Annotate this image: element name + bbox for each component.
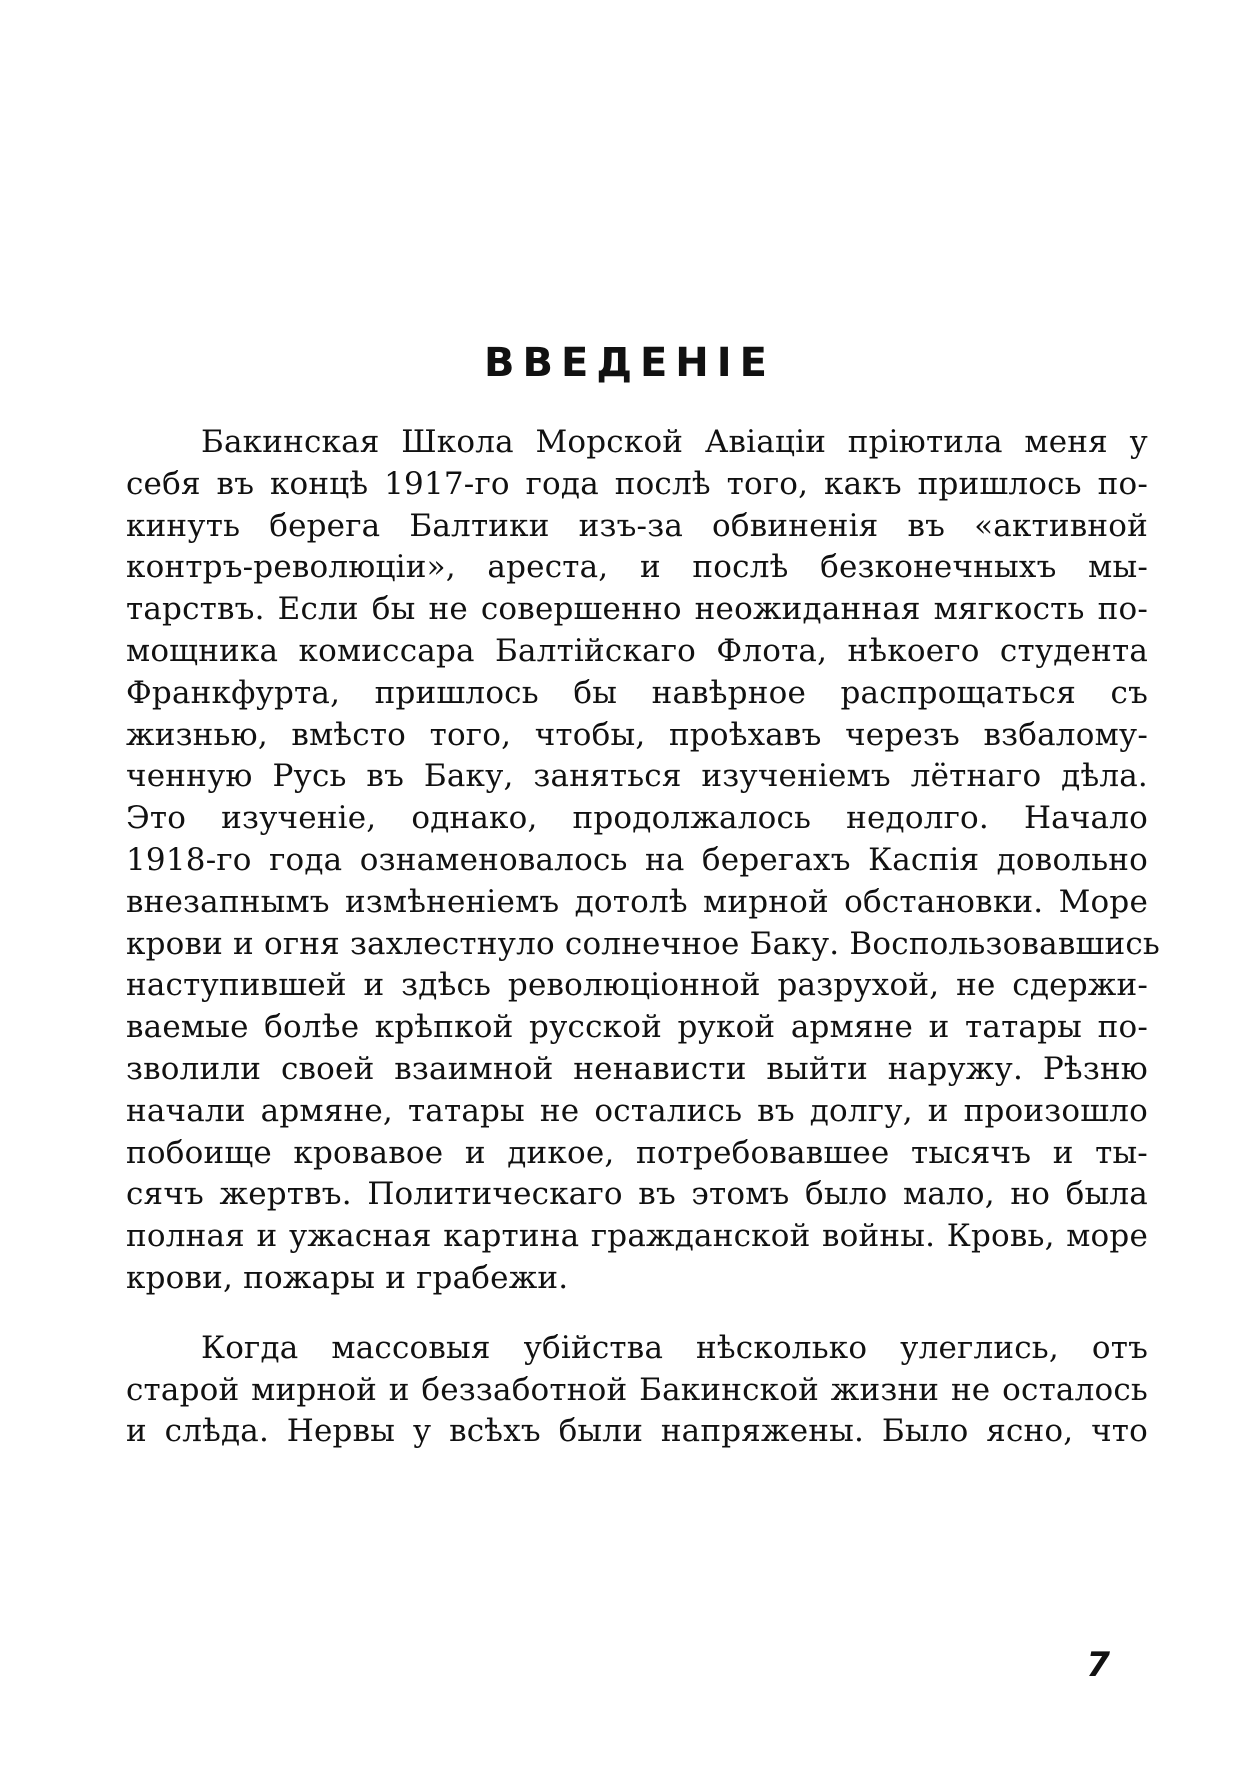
text-line: и слѣда. Нервы у всѣхъ были напряжены. Было ясно, что <box>126 1413 1148 1450</box>
text-line: крови, пожары и грабежи. <box>126 1259 569 1296</box>
text-line: старой мирной и беззаботной Бакинской жизни не осталось <box>126 1371 1148 1408</box>
text-line: наступившей и здѣсь революціонной разрухой, не сдержи- <box>126 967 1148 1004</box>
text-line: 1918-го года ознаменовалось на берегахъ Каспія довольно <box>126 841 1148 878</box>
text-line: себя въ концѣ 1917-го года послѣ того, какъ пришлось по- <box>126 465 1148 502</box>
paragraph-gap <box>126 1300 1148 1328</box>
text-line: крови и огня захлестнуло солнечное Баку. Воспользовавшись <box>126 925 1160 962</box>
page-number: 7 <box>1086 1645 1110 1685</box>
text-line: кинуть берега Балтики изъ-за обвиненія въ «активной <box>126 507 1148 544</box>
text-line: тарствъ. Если бы не совершенно неожиданная мягкость по- <box>126 591 1148 628</box>
text-line: начали армяне, татары не остались въ долгу, и произошло <box>126 1092 1148 1129</box>
paragraph-2 <box>126 1328 1148 1453</box>
text-line: ваемые болѣе крѣпкой русской рукой армяне и татары по- <box>126 1009 1148 1046</box>
text-line: контръ-революціи», ареста, и послѣ безконечныхъ мы- <box>126 549 1148 586</box>
text-line: побоище кровавое и дикое, потребовавшее тысячъ и ты- <box>126 1134 1148 1171</box>
paragraph-1 <box>126 422 1160 1300</box>
text-line: Франкфурта, пришлось бы навѣрное распрощаться съ <box>126 674 1148 711</box>
body-text <box>126 422 1160 1453</box>
text-line: внезапнымъ измѣненіемъ дотолѣ мирной обстановки. Море <box>126 883 1148 920</box>
text-line: мощника комиссара Балтійскаго Флота, нѣкоего студента <box>126 632 1148 669</box>
chapter-heading: ВВЕДЕНІЕ <box>484 340 775 386</box>
text-line: жизнью, вмѣсто того, чтобы, проѣхавъ черезъ взбалому- <box>126 716 1148 753</box>
text-line: Когда массовыя убійства нѣсколько улеглись, отъ <box>201 1329 1148 1366</box>
text-line: полная и ужасная картина гражданской войны. Кровь, море <box>126 1218 1148 1255</box>
text-line: зволили своей взаимной ненависти выйти наружу. Рѣзню <box>126 1050 1148 1087</box>
text-line: Бакинская Школа Морской Авіаціи пріютила меня у <box>201 424 1148 460</box>
text-line: ченную Русь въ Баку, заняться изученіемъ лётнаго дѣла. <box>126 758 1148 795</box>
text-line: сячъ жертвъ. Политическаго въ этомъ было мало, но была <box>126 1176 1148 1213</box>
text-line: Это изученіе, однако, продолжалось недолго. Начало <box>126 800 1148 837</box>
